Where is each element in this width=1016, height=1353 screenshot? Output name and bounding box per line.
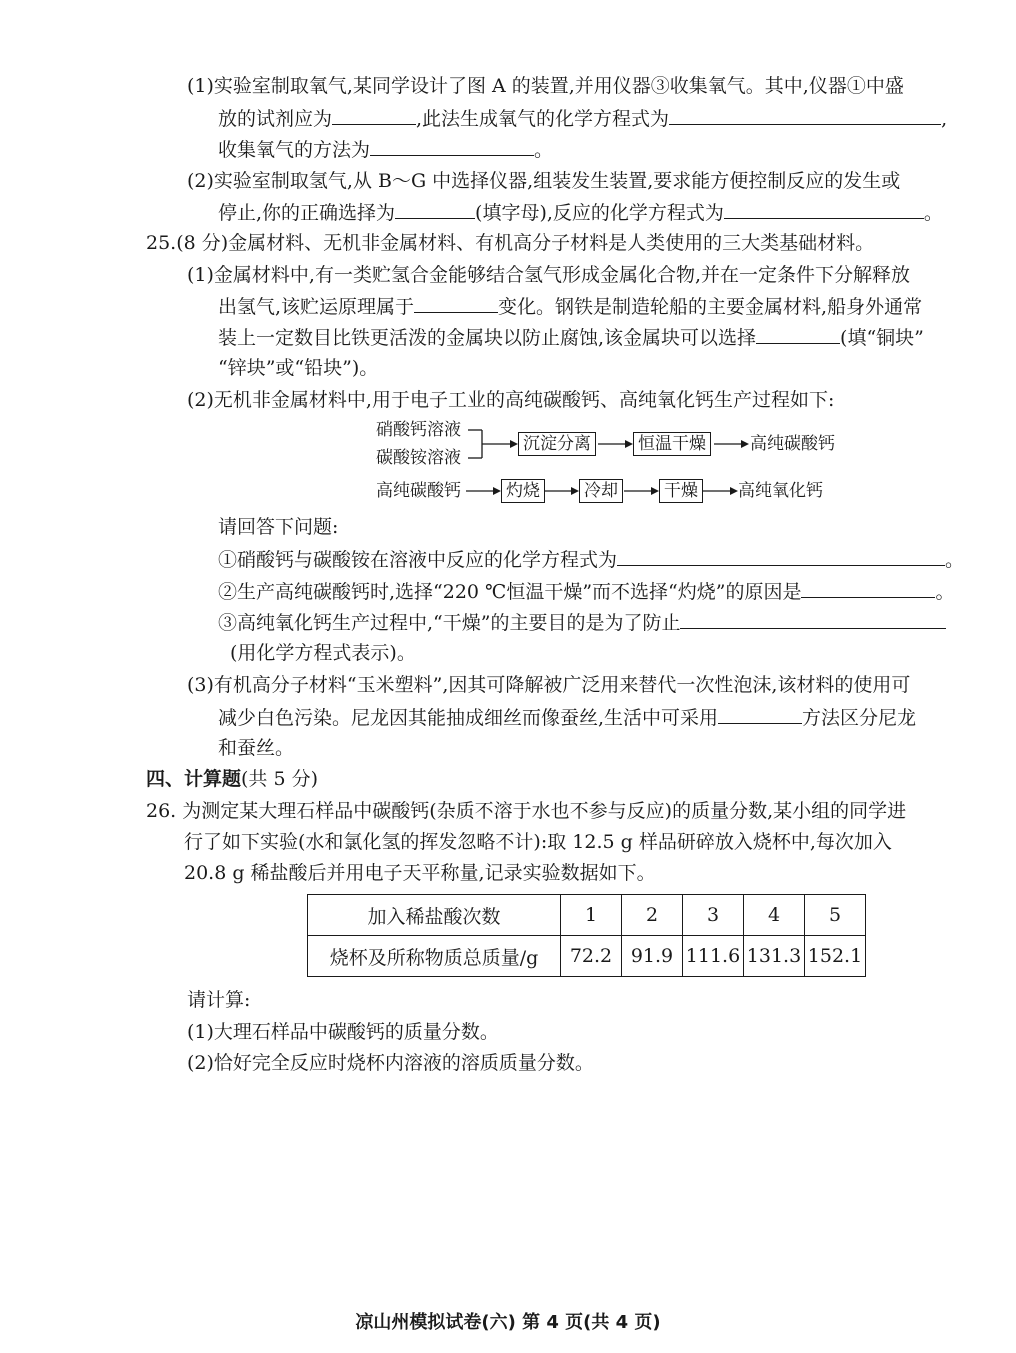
flow-step-constant-temp-drying: 恒温干燥	[633, 432, 711, 456]
experiment-data-table	[307, 894, 866, 977]
q25-heading: 25.(8 分)金属材料、无机非金属材料、有机高分子材料是人类使用的三大类基础材料。	[146, 232, 875, 254]
table-header-cell: 加入稀盐酸次数	[308, 895, 561, 936]
q26-line3: 20.8 g 稀盐酸后并用电子天平称量,记录实验数据如下。	[184, 862, 656, 884]
section-heading: 四、计算题(共 5 分)	[146, 768, 319, 790]
q25-p1-line3: 装上一定数目比铁更活泼的金属块以防止腐蚀,该金属块可以选择 (填“铜块”	[218, 323, 924, 351]
answer-blank[interactable]	[718, 703, 802, 724]
flow-step-precipitation: 沉淀分离	[518, 432, 596, 456]
table-cell: 1	[561, 895, 622, 936]
arrowhead-icon	[571, 487, 579, 495]
table-cell: 152.1	[805, 936, 866, 977]
table-cell: 111.6	[683, 936, 744, 977]
q25-p2-prompt: 请回答下问题:	[218, 516, 339, 538]
answer-blank[interactable]	[617, 545, 945, 566]
q25-p2-sub2: ②生产高纯碳酸钙时,选择“220 ℃恒温干燥”而不选择“灼烧”的原因是 。	[218, 577, 954, 605]
flow-step-drying: 干燥	[659, 479, 703, 503]
q25-p1-line1: (1)金属材料中,有一类贮氢合金能够结合氢气形成金属化合物,并在一定条件下分解释放	[187, 264, 910, 286]
flow-output-calcium-carbonate: 高纯碳酸钙	[750, 434, 835, 454]
table-cell: 4	[744, 895, 805, 936]
arrowhead-icon	[625, 440, 633, 448]
flow-step-cooling: 冷却	[579, 479, 623, 503]
arrowhead-icon	[493, 487, 501, 495]
table-cell: 72.2	[561, 936, 622, 977]
page-footer: 凉山州模拟试卷(六) 第 4 页(共 4 页)	[355, 1312, 661, 1333]
q25-p3-line3: 和蚕丝。	[218, 737, 295, 759]
answer-blank[interactable]	[801, 577, 935, 598]
table-cell: 5	[805, 895, 866, 936]
arrowhead-icon	[730, 487, 738, 495]
flow-output-calcium-oxide: 高纯氧化钙	[738, 481, 823, 501]
q24-p1-line3: 收集氧气的方法为 。	[218, 135, 553, 163]
q24-p2-line1: (2)实验室制取氢气,从 B～G 中选择仪器,组装发生装置,要求能方便控制反应的发生或	[187, 170, 901, 192]
flow-input-calcium-carbonate: 高纯碳酸钙	[376, 481, 461, 501]
q24-p2-line2: 停止,你的正确选择为 (填字母),反应的化学方程式为 。	[218, 198, 943, 226]
q25-p2-sub3: ③高纯氧化钙生产过程中,“干燥”的主要目的是为了防止	[218, 608, 946, 636]
table-row	[308, 936, 866, 977]
q25-p2-sub3-note: (用化学方程式表示)。	[230, 642, 416, 664]
q25-p3-line1: (3)有机高分子材料“玉米塑料”,因其可降解被广泛用来替代一次性泡沫,该材料的使用可	[187, 674, 911, 696]
table-cell: 91.9	[622, 936, 683, 977]
flow-input-ammonium-carbonate: 碳酸铵溶液	[376, 448, 461, 468]
q24-p1-line2: 放的试剂应为 ,此法生成氧气的化学方程式为 ,	[218, 104, 947, 132]
flow-step-calcination: 灼烧	[501, 479, 545, 503]
q26-calc2: (2)恰好完全反应时烧杯内溶液的溶质质量分数。	[187, 1052, 594, 1074]
table-header-cell: 烧杯及所称物质总质量/g	[308, 936, 561, 977]
flow-input-calcium-nitrate: 硝酸钙溶液	[376, 420, 461, 440]
q25-p1-line2: 出氢气,该贮运原理属于 变化。钢铁是制造轮船的主要金属材料,船身外通常	[218, 292, 922, 320]
arrowhead-icon	[510, 440, 518, 448]
arrowhead-icon	[651, 487, 659, 495]
q26-calc1: (1)大理石样品中碳酸钙的质量分数。	[187, 1021, 499, 1043]
q25-p3-line2: 减少白色污染。尼龙因其能抽成细丝而像蚕丝,生活中可采用 方法区分尼龙	[218, 703, 916, 731]
q25-p2-sub1: ①硝酸钙与碳酸铵在溶液中反应的化学方程式为 。	[218, 545, 964, 573]
q26-line2: 行了如下实验(水和氯化氢的挥发忽略不计):取 12.5 g 样品研碎放入烧杯中,每次加入	[184, 831, 892, 853]
q26-line1: 26. 为测定某大理石样品中碳酸钙(杂质不溶于水也不参与反应)的质量分数,某小组的同学进	[146, 800, 907, 822]
q24-p1-line1: (1)实验室制取氧气,某同学设计了图 A 的装置,并用仪器③收集氧气。其中,仪器①中盛	[187, 75, 904, 97]
q25-p1-line4: “锌块”或“铅块”)。	[218, 357, 379, 379]
table-row	[308, 895, 866, 936]
arrowhead-icon	[741, 440, 749, 448]
table-cell: 2	[622, 895, 683, 936]
q26-prompt: 请计算:	[187, 989, 251, 1011]
table-cell: 3	[683, 895, 744, 936]
answer-blank[interactable]	[680, 608, 946, 629]
q25-p2-line1: (2)无机非金属材料中,用于电子工业的高纯碳酸钙、高纯氧化钙生产过程如下:	[187, 389, 835, 411]
table-cell: 131.3	[744, 936, 805, 977]
